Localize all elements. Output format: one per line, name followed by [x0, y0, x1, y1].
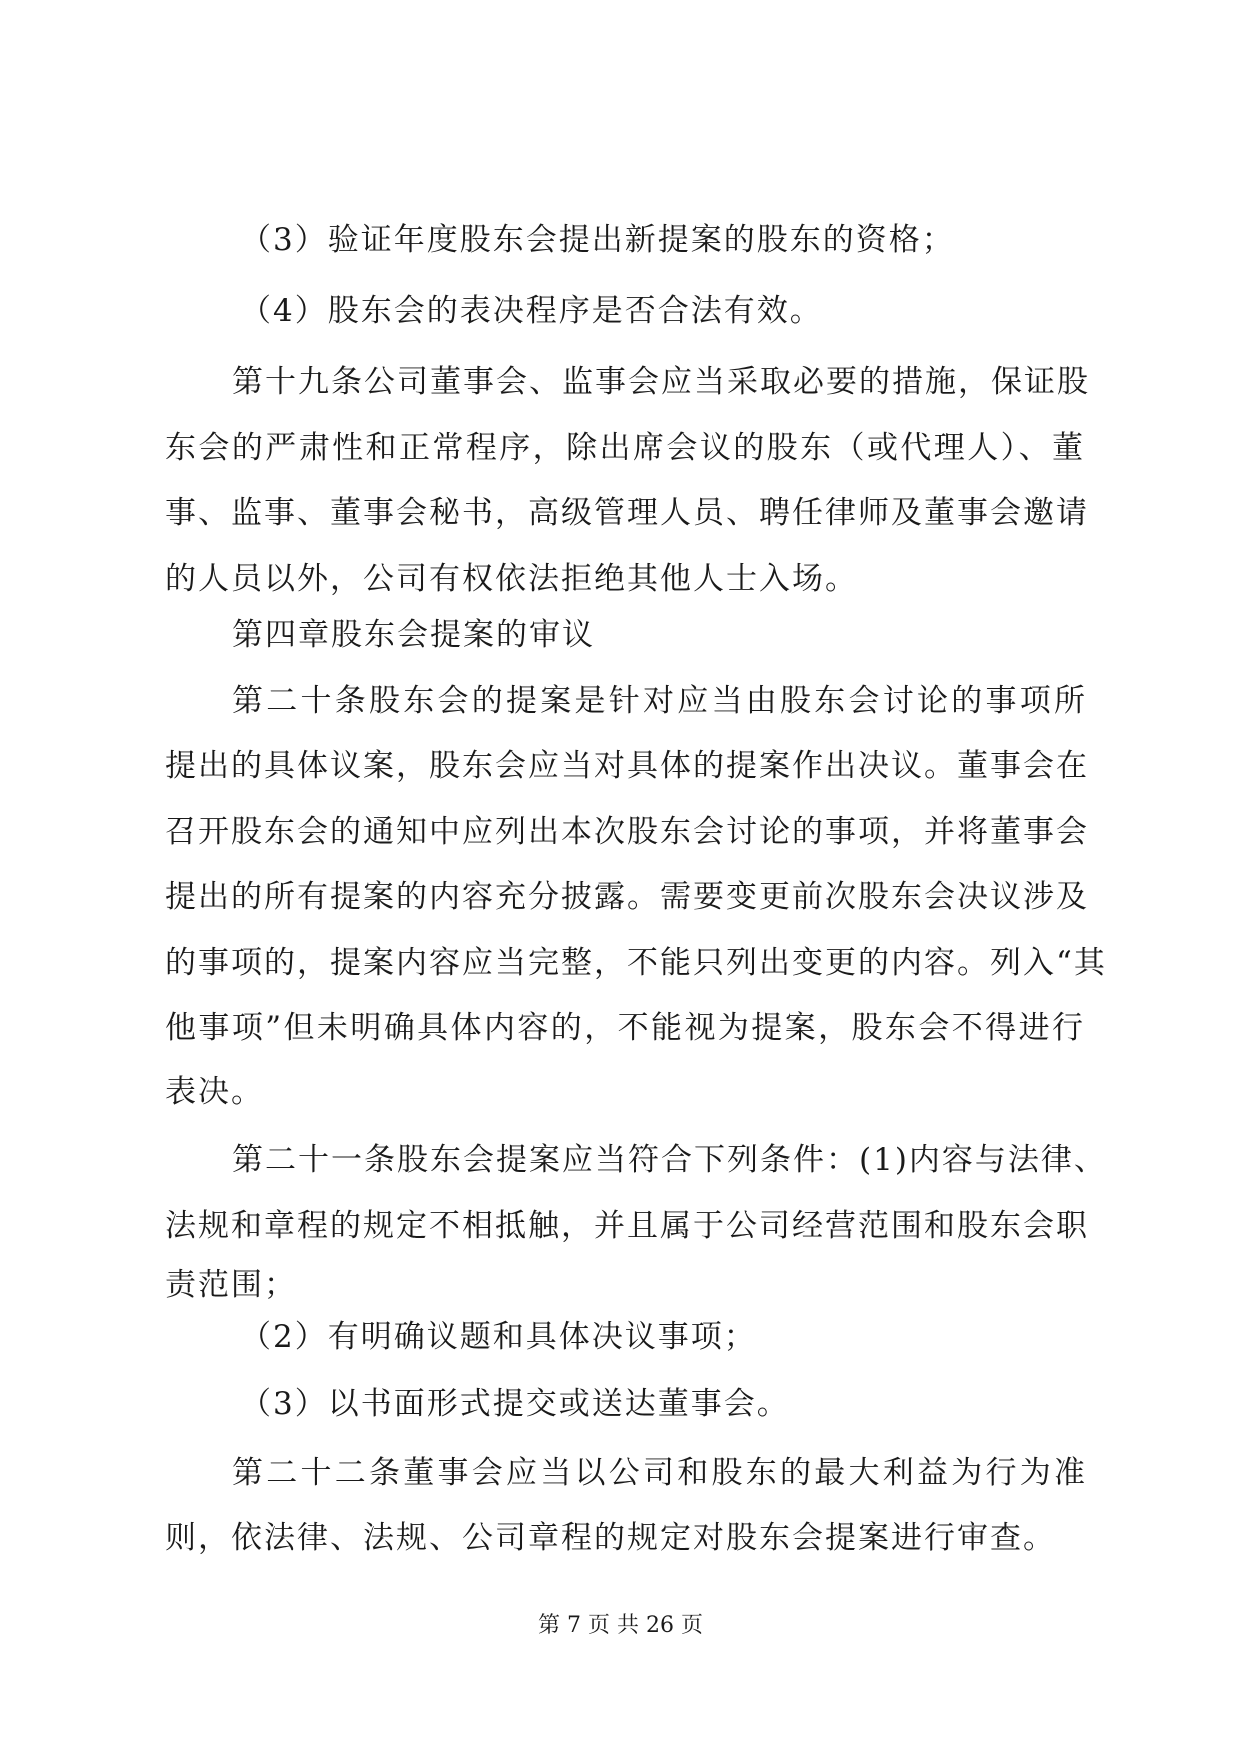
text-line: 表决。 [165, 1074, 264, 1110]
text-line: 第二十二条董事会应当以公司和股东的最大利益为行为准 [232, 1455, 1087, 1491]
section-heading: 第四章股东会提案的审议 [232, 617, 595, 653]
text-line: 第十九条公司董事会、监事会应当采取必要的措施，保证股 [232, 364, 1090, 400]
text-line: 的人员以外，公司有权依法拒绝其他人士入场。 [165, 561, 858, 597]
text-line: 他事项”但未明确具体内容的，不能视为提案，股东会不得进行 [165, 1010, 1085, 1046]
text-line: 的事项的，提案内容应当完整，不能只列出变更的内容。列入“其 [165, 945, 1107, 981]
text-line: （3）以书面形式提交或送达董事会。 [240, 1386, 790, 1422]
text-line: 提出的所有提案的内容充分披露。需要变更前次股东会决议涉及 [165, 879, 1089, 915]
text-line: 责范围； [165, 1267, 297, 1303]
text-line: 事、监事、董事会秘书，高级管理人员、聘任律师及董事会邀请 [165, 495, 1089, 531]
text-line: 第二十条股东会的提案是针对应当由股东会讨论的事项所 [232, 683, 1087, 719]
text-line: （3）验证年度股东会提出新提案的股东的资格； [240, 222, 955, 258]
text-line: （4）股东会的表决程序是否合法有效。 [240, 293, 823, 329]
text-line: （2）有明确议题和具体决议事项； [240, 1319, 757, 1355]
text-line: 法规和章程的规定不相抵触，并且属于公司经营范围和股东会职 [165, 1208, 1089, 1244]
text-line: 则，依法律、法规、公司章程的规定对股东会提案进行审查。 [165, 1520, 1056, 1556]
text-line: 东会的严肃性和正常程序，除出席会议的股东（或代理人）、董 [165, 430, 1085, 466]
page-number-footer: 第 7 页 共 26 页 [538, 1613, 703, 1638]
text-line: 第二十一条股东会提案应当符合下列条件：(1)内容与法律、 [232, 1142, 1107, 1178]
text-line: 提出的具体议案，股东会应当对具体的提案作出决议。董事会在 [165, 748, 1089, 784]
text-line: 召开股东会的通知中应列出本次股东会讨论的事项，并将董事会 [165, 814, 1089, 850]
